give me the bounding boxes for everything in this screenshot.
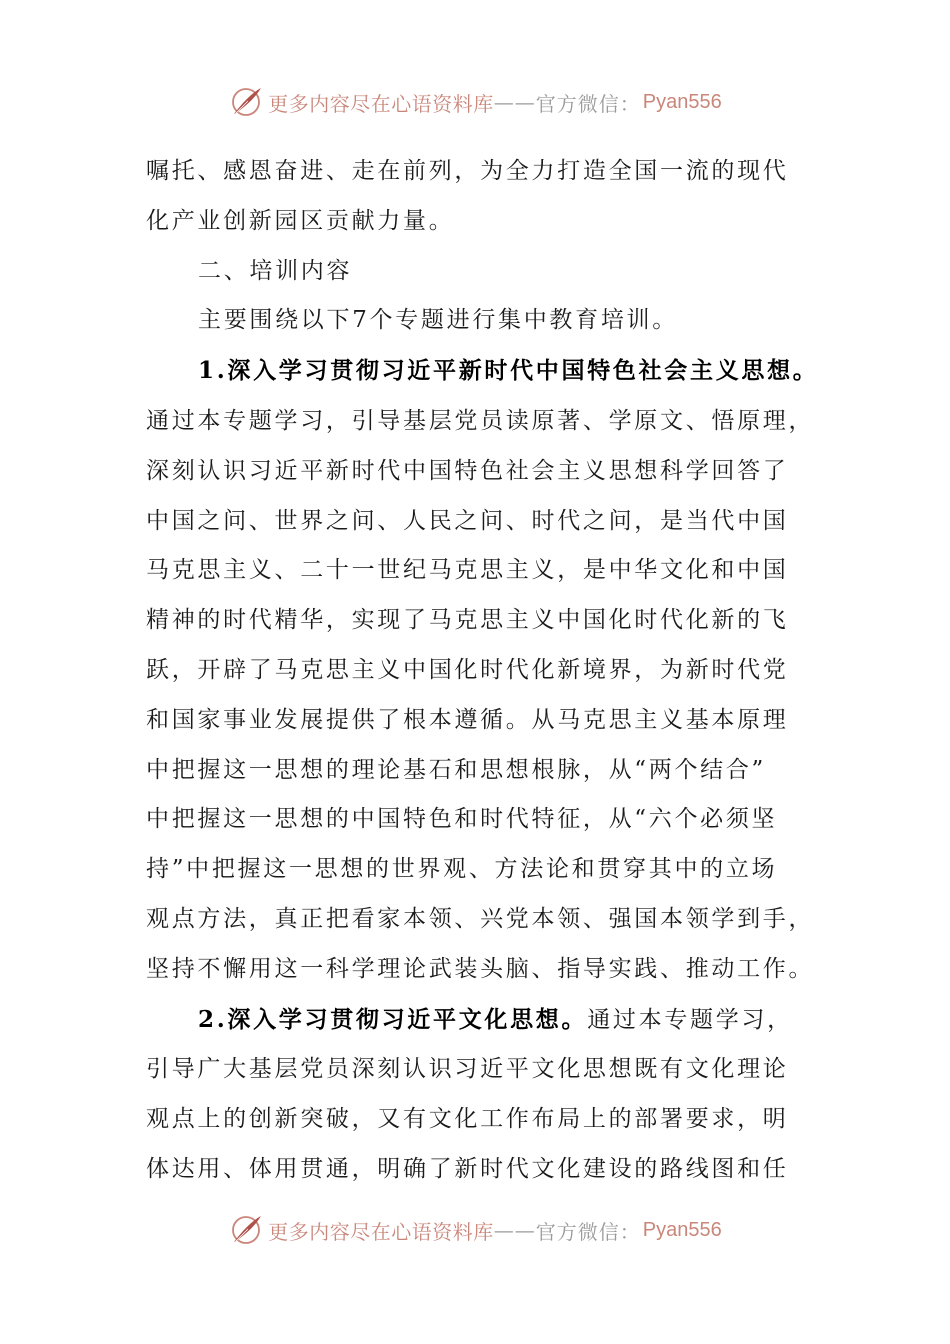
document-body bbox=[146, 147, 819, 1195]
text-line: 和国家事业发展提供了根本遵循。从马克思主义基本原理 bbox=[146, 706, 789, 733]
banner-wechat-label: 官方微信： bbox=[535, 1219, 641, 1244]
text-line: 中把握这一思想的中国特色和时代特征，从“六个必须坚 bbox=[146, 806, 778, 833]
quill-pen-logo-icon bbox=[228, 84, 264, 120]
banner-main-text: 更多内容尽在心语资料库 bbox=[268, 1219, 494, 1244]
text-line: 通过本专题学习，引导基层党员读原著、学原文、悟原理， bbox=[146, 407, 815, 434]
topic-heading-2 bbox=[146, 995, 806, 1046]
section-heading: 二、培训内容 bbox=[198, 257, 353, 284]
header-watermark-banner bbox=[0, 82, 950, 122]
text-line: 马克思主义、二十一世纪马克思主义，是中华文化和中国 bbox=[146, 557, 789, 584]
text-line: 体达用、体用贯通，明确了新时代文化建设的路线图和任 bbox=[146, 1155, 789, 1182]
text-line: 深刻认识习近平新时代中国特色社会主义思想科学回答了 bbox=[146, 457, 789, 484]
banner-dash: —— bbox=[493, 1218, 536, 1242]
topic-2-title: 2.深入学习贯彻习近平文化思想。 bbox=[198, 1005, 588, 1033]
banner-main-text: 更多内容尽在心语资料库 bbox=[268, 91, 494, 116]
text-line: 坚持不懈用这一科学理论武装头脑、指导实践、推动工作。 bbox=[146, 955, 815, 982]
text-line: 持”中把握这一思想的世界观、方法论和贯穿其中的立场 bbox=[146, 856, 778, 883]
text-line: 观点上的创新突破，又有文化工作布局上的部署要求，明 bbox=[146, 1106, 789, 1133]
text-line: 主要围绕以下7个专题进行集中教育培训。 bbox=[198, 307, 678, 334]
text-line: 中国之问、世界之问、人民之问、时代之问，是当代中国 bbox=[146, 507, 789, 534]
text-line: 引导广大基层党员深刻认识习近平文化思想既有文化理论 bbox=[146, 1056, 789, 1083]
text-line: 嘱托、感恩奋进、走在前列，为全力打造全国一流的现代 bbox=[146, 158, 789, 184]
topic-2-lead: 通过本专题学习， bbox=[587, 1006, 793, 1033]
footer-watermark-banner bbox=[0, 1210, 950, 1250]
text-line: 精神的时代精华，实现了马克思主义中国化时代化新的飞 bbox=[146, 607, 789, 634]
banner-dash: —— bbox=[493, 90, 536, 114]
quill-pen-logo-icon bbox=[228, 1212, 264, 1248]
topic-heading-1 bbox=[146, 346, 819, 397]
text-line: 中把握这一思想的理论基石和思想根脉，从“两个结合” bbox=[146, 756, 767, 783]
text-line: 化产业创新园区贡献力量。 bbox=[146, 207, 455, 234]
text-line: 观点方法，真正把看家本领、兴党本领、强国本领学到手， bbox=[146, 905, 815, 932]
banner-wechat-label: 官方微信： bbox=[535, 91, 641, 116]
banner-wechat-id: Pyan556 bbox=[642, 90, 722, 113]
text-line: 跃，开辟了马克思主义中国化时代化新境界，为新时代党 bbox=[146, 656, 789, 683]
banner-wechat-id: Pyan556 bbox=[642, 1218, 722, 1241]
topic-1-title: 1.深入学习贯彻习近平新时代中国特色社会主义思想。 bbox=[198, 357, 819, 385]
